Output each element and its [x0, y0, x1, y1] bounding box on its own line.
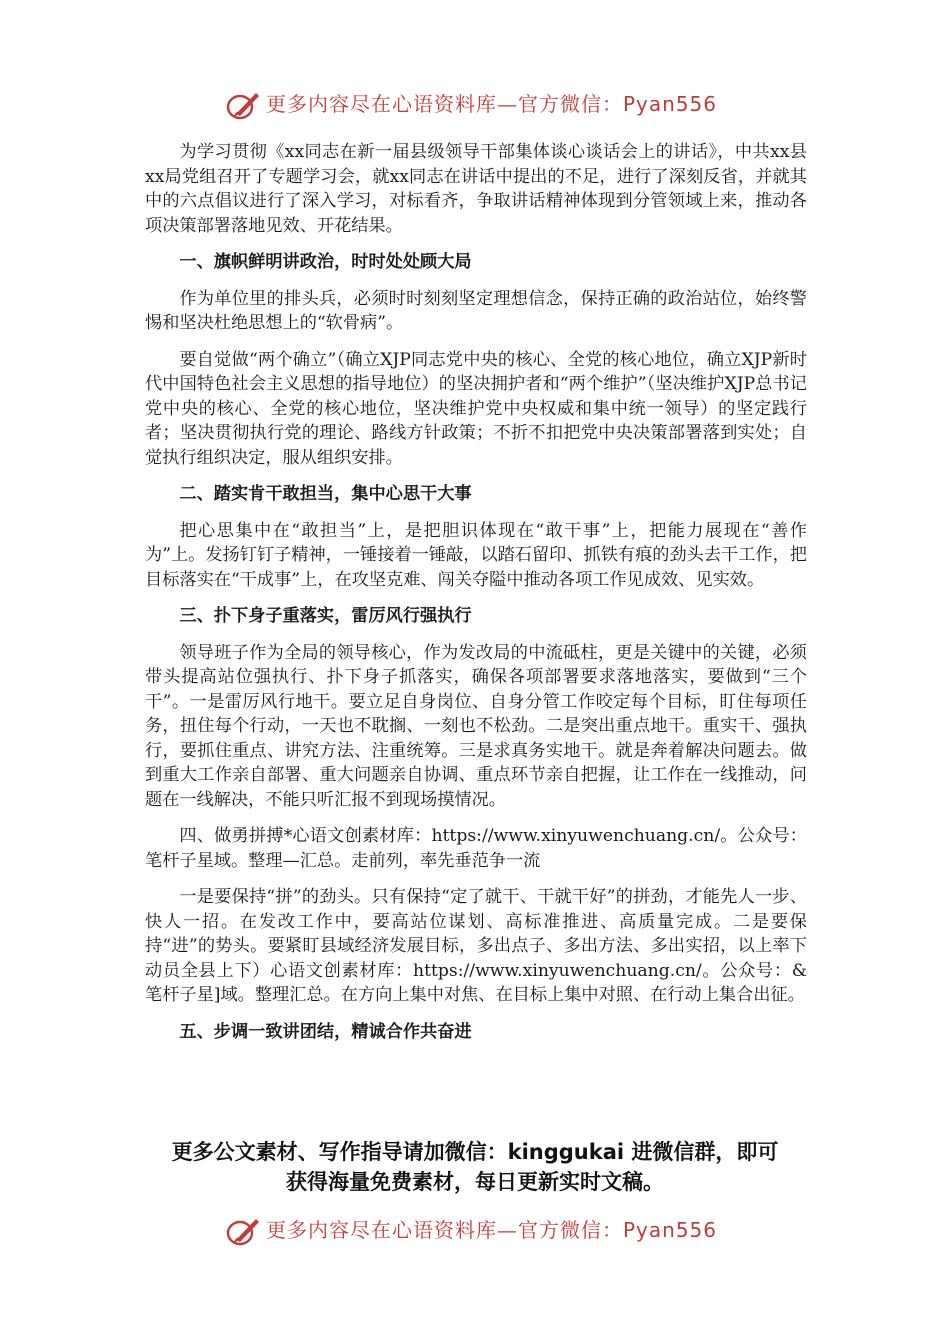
promo-line-2: 获得海量免费素材，每日更新实时文稿。: [286, 1170, 664, 1194]
section-3-heading: 三、扑下身子重落实，雷厉风行强执行: [179, 606, 472, 626]
section-1-paragraph-2: 要自觉做“两个确立”（确立XJP同志党中央的核心、全党的核心地位，确立XJP新时代中国特色社会主义思想的指导地位）的坚决拥护者和“两个维护”（坚决维护XJP总书记党中央的核心、全党的核心地位，坚决维护党中央权威和集中统一领导）的坚定践行者；坚决贯彻执行党的理论、路线方针政策；不折不扣把党中央决策部署落到实处；自觉执行组织决定，服从组织安排。: [145, 349, 807, 468]
header-account: Pyan556: [623, 92, 718, 116]
footer-brand-text: [266, 1216, 717, 1244]
header-brand-text: [266, 90, 717, 118]
intro-paragraph: 为学习贯彻《xx同志在新一届县级领导干部集体谈心谈话会上的讲话》，中共xx县xx局党组召开了专题学习会，就xx同志在讲话中提出的不足，进行了深刻反省，并就其中的六点倡议进行了深入学习，对标看齐，争取讲话精神体现到分管领域上来，推动各项决策部署落地见效、开花结果。: [145, 142, 807, 236]
footer-brand: 更多内容尽在心语资料库—官方微信：: [266, 1218, 623, 1242]
footer-account: Pyan556: [623, 1218, 718, 1242]
section-3-paragraph-2: 四、做勇拼搏*心语文创素材库：https://www.xinyuwenchuang.cn/。公众号：笔杆子星域。整理—汇总。走前列，率先垂范争一流: [145, 826, 807, 871]
section-1-heading: 一、旗帜鲜明讲政治，时时处处顾大局: [179, 252, 472, 272]
section-2-paragraph-1: 把心思集中在“敢担当”上，是把胆识体现在“敢干事”上，把能力展现在“善作为”上。发扬钉钉子精神，一锤接着一锤敲，以踏石留印、抓铁有痕的劲头去干工作，把目标落实在“干成事”上，在攻坚克难、闯关夺隘中推动各项工作见成效、见实效。: [145, 520, 807, 590]
promo-block: [120, 1137, 830, 1197]
section-1-paragraph-1: 作为单位里的排头兵，必须时时刻刻坚定理想信念，保持正确的政治站位，始终警惕和坚决杜绝思想上的“软骨病”。: [145, 288, 807, 333]
section-3-paragraph-1: 领导班子作为全局的领导核心，作为发改局的中流砥柱，更是关键中的关键，必须带头提高站位强执行、扑下身子抓落实，确保各项部署要求落地落实，要做到“三个干”。一是雷厉风行地干。要立足自身岗位、自身分管工作咬定每个目标，盯住每项任务，扭住每个行动，一天也不耽搁、一刻也不松劲。二是突出重点地干。重实干、强执行，要抓住重点、讲究方法、注重统筹。三是求真务实地干。就是奔着解决问题去。做到重大工作亲自部署、重大问题亲自协调、重点环节亲自把握，让工作在一线推动，问题在一线解决，不能只听汇报不到现场摸情况。: [145, 642, 807, 810]
header-brand: 更多内容尽在心语资料库—官方微信：: [266, 92, 623, 116]
section-2-heading: 二、踏实肯干敢担当，集中心思干大事: [179, 484, 472, 504]
document-body: [145, 140, 807, 1044]
promo-line-1: 更多公文素材、写作指导请加微信：kinggukai 进微信群，即可: [171, 1140, 779, 1164]
footer-banner: [0, 1210, 950, 1250]
quill-logo-icon: [226, 90, 262, 120]
section-3-paragraph-3: 一是要保持“拼”的劲头。只有保持“定了就干、干就干好”的拼劲，才能先人一步、快人一招。在发改工作中，要高站位谋划、高标准推进、高质量完成。二是要保持“进”的势头。要紧盯县域经济发展目标，多出点子、多出方法、多出实招，以上率下动员全县上下）心语文创素材库：https://www.xinyuwenchuang.cn/。公众号：&笔杆子星]域。整理汇总。在方向上集中对焦、在目标上集中对照、在行动上集合出征。: [145, 887, 807, 1005]
section-5-heading: 五、步调一致讲团结，精诚合作共奋进: [179, 1021, 472, 1042]
header-banner: [0, 84, 950, 124]
quill-logo-icon: [226, 1216, 262, 1246]
